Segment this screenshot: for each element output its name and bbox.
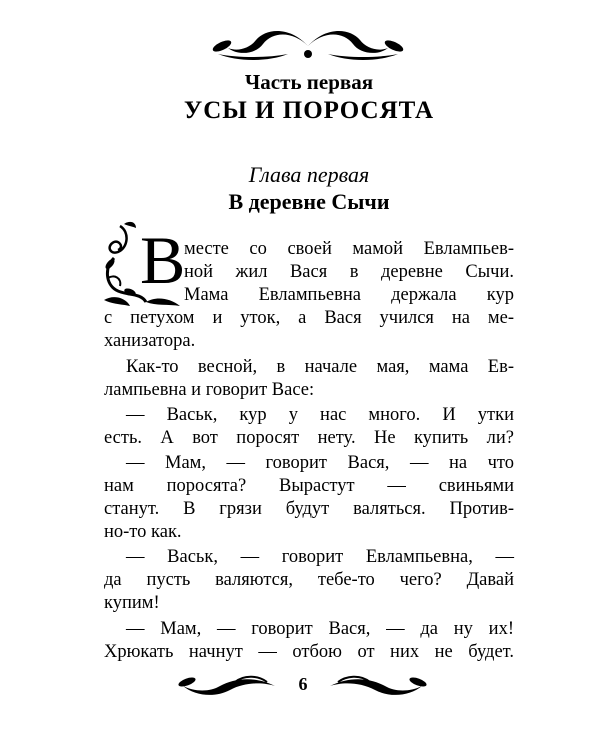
- text-line: да пусть валяются, тебе-то чего? Давай: [104, 570, 514, 590]
- text-line: Как-то весной, в начале мая, мама Ев-: [126, 357, 514, 377]
- chapter-title: В деревне Сычи: [228, 189, 390, 214]
- text-line: лампьевна и говорит Васе:: [104, 380, 315, 400]
- text-line: — Васьк, — говорит Евлампьевна, —: [126, 547, 514, 567]
- text-line: Хрюкать начнут — отбою от них не будет.: [104, 642, 514, 662]
- text-line: с петухом и уток, а Вася учился на ме-: [104, 308, 514, 328]
- text-line: станут. В грязи будут валяться. Против‑: [104, 499, 514, 519]
- text-line: — Васьк, кур у нас много. И утки: [126, 405, 514, 425]
- part-label: Часть первая: [244, 70, 374, 94]
- text-line: нам поросята? Вырастут — свиньями: [104, 476, 514, 496]
- text-line: — Мам, — говорит Вася, — на что: [126, 453, 514, 473]
- text-line: ной жил Вася в деревне Сычи.: [184, 262, 514, 282]
- text-line: Мама Евлампьевна держала кур: [184, 285, 514, 305]
- text-line: — Мам, — говорит Вася, — да ну их!: [126, 619, 514, 639]
- text-line: месте со своей мамой Евлампьев-: [184, 239, 514, 259]
- dropcap-letter: В: [140, 222, 186, 298]
- page-number: 6: [298, 674, 308, 694]
- text-line: но-то как.: [104, 522, 182, 542]
- text-line: есть. А вот поросят нету. Не купить ли?: [104, 428, 514, 448]
- text-line: купим!: [104, 593, 160, 613]
- top-ornament-icon: [208, 26, 408, 66]
- chapter-label: Глава первая: [248, 162, 370, 187]
- text-line: ханизатора.: [104, 331, 196, 351]
- part-title: УСЫ И ПОРОСЯТА: [183, 97, 435, 124]
